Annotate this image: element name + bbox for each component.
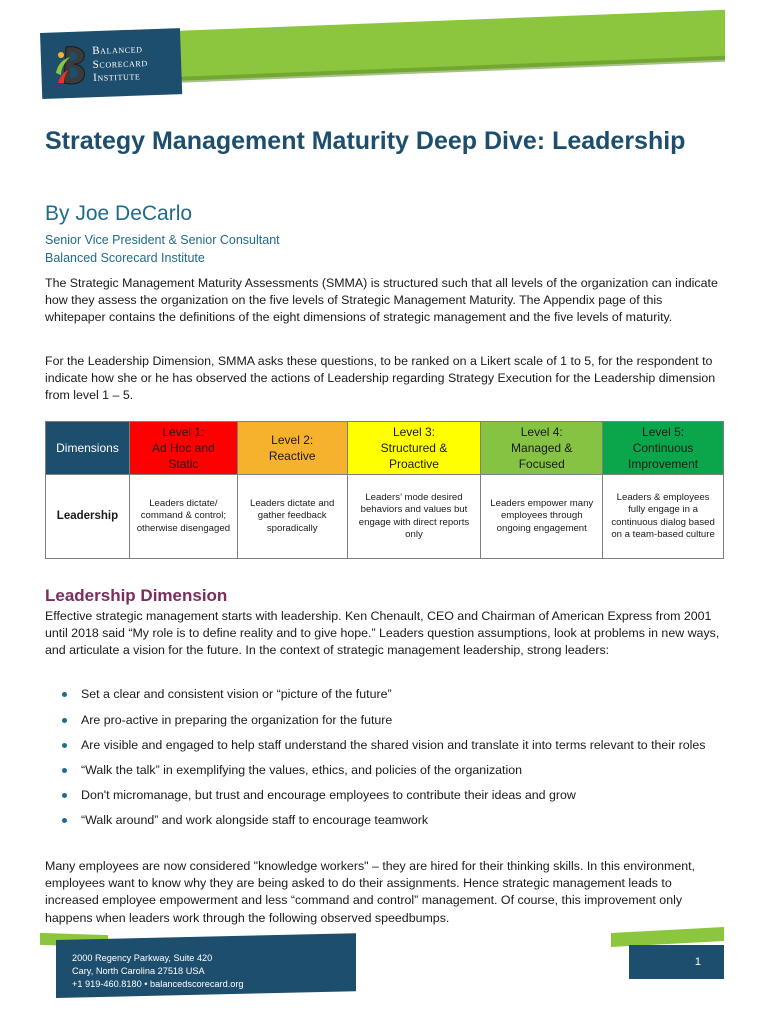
table-row: [46, 475, 724, 559]
author-byline: By Joe DeCarlo: [45, 202, 193, 225]
bullet-icon: [62, 743, 67, 748]
cell-level-4: Leaders empower many employees through ongoing engagement: [481, 475, 603, 559]
level-2-name: Reactive: [268, 449, 316, 463]
list-item: [62, 812, 724, 829]
footer-address: [72, 952, 244, 991]
author-organization: Balanced Scorecard Institute: [45, 251, 205, 265]
logo-line-3: Institute: [92, 70, 141, 84]
level-5-name-b: Improvement: [628, 457, 699, 471]
bullet-icon: [62, 718, 67, 723]
intro-paragraph-2: For the Leadership Dimension, SMMA asks these questions, to be ranked on a Likert scale of 1 to 5, for the respondent to indicate how she or he has observed the actions of Leadership regarding Strategy Execution for the Leadership dimension from level 1 – 5.: [45, 354, 716, 403]
table-header-row: [46, 422, 724, 475]
page-title: Strategy Management Maturity Deep Dive: Leadership: [45, 127, 686, 155]
level-1-name-a: Ad Hoc and: [152, 441, 215, 455]
cell-level-1: Leaders dictate/ command & control; otherwise disengaged: [129, 475, 237, 559]
logo-wordmark: [92, 43, 148, 85]
level-5-name-a: Continuous: [632, 441, 694, 455]
cell-level-3: Leaders’ mode desired behaviors and values but engage with direct reports only: [347, 475, 481, 559]
footer-address-line-2: Cary, North Carolina 27518 USA: [72, 966, 205, 976]
list-item-text: Set a clear and consistent vision or “picture of the future”: [81, 687, 392, 701]
section-paragraph-1: Effective strategic management starts with leadership. Ken Chenault, CEO and Chairman of American Express from 2001 until 2018 said “My role is to define reality and to give hope.” Leaders question assumptions, look at problems in new ways, and articulate a vision for the future. In the context of strategic management leadership, strong leaders:: [45, 609, 720, 658]
level-5-label: Level 5:: [642, 425, 685, 439]
level-4-name-a: Managed &: [511, 441, 573, 455]
list-item-text: Don't micromanage, but trust and encourage employees to contribute their ideas and grow: [81, 787, 576, 802]
list-item-text: Are visible and engaged to help staff understand the shared vision and translate it into terms relevant to their roles: [81, 737, 706, 752]
level-4-name-b: Focused: [518, 457, 565, 471]
page-number: 1: [694, 956, 701, 968]
bsi-logo-icon: [52, 43, 94, 87]
footer-contact: +1 919-460.8180 • balancedscorecard.org: [72, 979, 244, 989]
section-paragraph-2: Many employees are now considered "knowledge workers" – they are hired for their thinking skills. In this environment, employees want to know why they are being asked to do their assignments. Hence strategic management leads to increased employee empowerment and less “command and control” management. Of course, this improvement only happens when leaders work through the following observed speedbumps.: [45, 859, 695, 925]
leader-traits-list: [62, 686, 724, 837]
level-1-label: Level 1:: [162, 425, 205, 439]
bullet-icon: [62, 768, 67, 773]
maturity-table: [45, 421, 724, 559]
level-1-name-b: Static: [168, 457, 199, 471]
level-3-name-b: Proactive: [388, 457, 439, 471]
bullet-icon: [62, 793, 67, 798]
cell-level-2: Leaders dictate and gather feedback sporadically: [237, 475, 347, 559]
author-role: Senior Vice President & Senior Consultant: [45, 233, 280, 247]
list-item: [62, 686, 724, 703]
header-level-1: [129, 422, 237, 475]
header-level-2: [237, 422, 347, 475]
footer-green-accent-right: [611, 927, 724, 947]
bullet-icon: [62, 818, 67, 823]
row-dimension-leadership: Leadership: [46, 475, 130, 559]
level-3-name-a: Structured &: [380, 441, 448, 455]
list-item: [62, 762, 724, 779]
intro-paragraph-1: The Strategic Management Maturity Assessments (SMMA) is structured such that all levels of the organization can indicate how they assess the organization on the five levels of Strategic Management Maturity. The Appendix page of this whitepaper contains the definitions of the eight dimensions of strategic management and the five levels of maturity.: [45, 276, 718, 325]
level-3-label: Level 3:: [392, 425, 435, 439]
level-2-label: Level 2:: [271, 433, 314, 447]
list-item-text: “Walk around” and work alongside staff to encourage teamwork: [81, 812, 429, 827]
list-item: [62, 737, 724, 754]
list-item-text: “Walk the talk” in exemplifying the values, ethics, and policies of the organization: [81, 762, 523, 777]
cell-level-5: Leaders & employees fully engage in a continuous dialog based on a team-based culture: [603, 475, 724, 559]
list-item: [62, 712, 724, 729]
list-item: [62, 787, 724, 804]
level-4-label: Level 4:: [520, 425, 563, 439]
header-level-4: [481, 422, 603, 475]
logo-line-1: Balanced: [92, 43, 143, 57]
section-heading: Leadership Dimension: [45, 586, 228, 605]
header-level-5: [603, 422, 724, 475]
bullet-icon: [62, 692, 67, 697]
header-level-3: [347, 422, 481, 475]
list-item-text: Are pro-active in preparing the organization for the future: [81, 712, 393, 727]
header-dimensions: Dimensions: [46, 422, 130, 475]
footer-address-line-1: 2000 Regency Parkway, Suite 420: [72, 953, 213, 963]
logo-line-2: Scorecard: [92, 56, 148, 71]
